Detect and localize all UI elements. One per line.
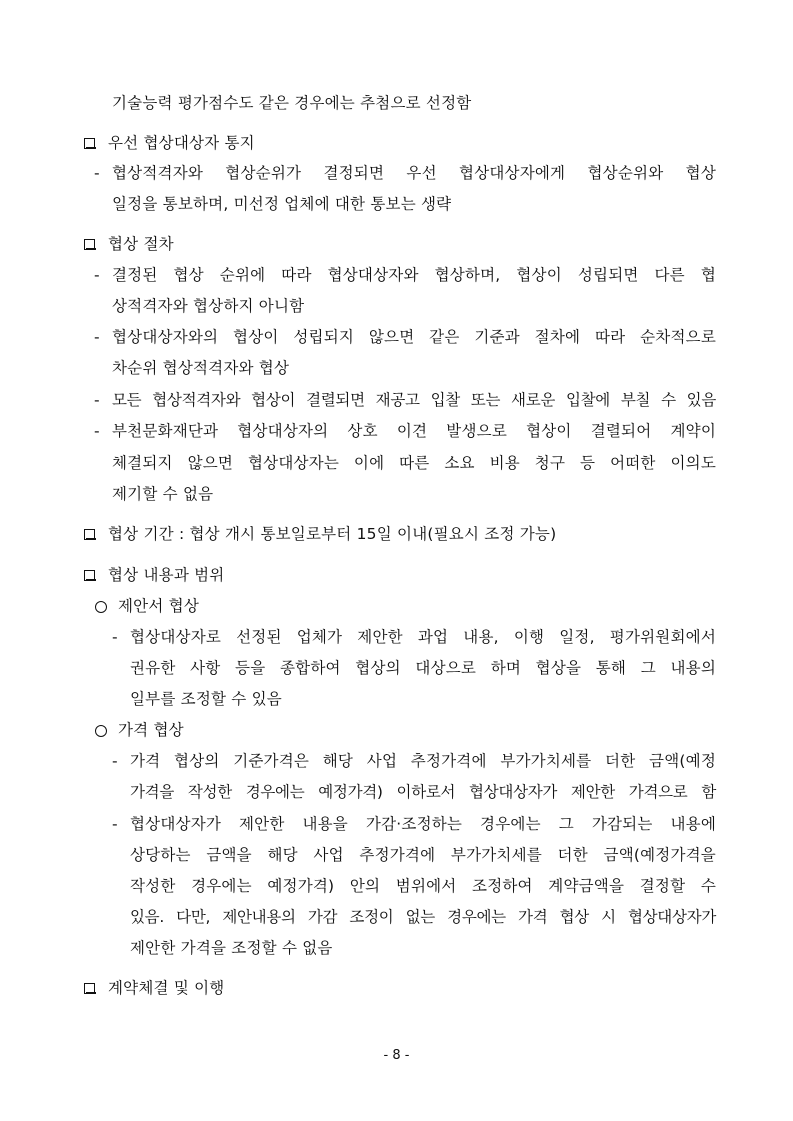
dash-bullet: - — [112, 752, 118, 770]
body-text: 일부를 조정할 수 있음 — [130, 690, 282, 708]
dash-bullet: - — [112, 628, 118, 646]
body-text: 가격을 작성한 경우에는 예정가격) 이하로서 협상대상자가 제안한 가격으로 함 — [130, 783, 716, 801]
section-heading: 우선 협상대상자 통지 — [108, 134, 255, 152]
body-text: 제기할 수 없음 — [112, 485, 214, 503]
section-heading: 계약체결 및 이행 — [108, 979, 225, 997]
body-text: 협상적격자와 협상순위가 결정되면 우선 협상대상자에게 협상순위와 협상 — [112, 164, 716, 182]
body-text: 작성한 경우에는 예정가격) 안의 범위에서 조정하여 계약금액을 결정할 수 — [130, 877, 716, 895]
body-text: 일정을 통보하며, 미선정 업체에 대한 통보는 생략 — [112, 195, 452, 213]
body-text: 협상대상자와의 협상이 성립되지 않으면 같은 기준과 절차에 따라 순차적으로 — [112, 328, 716, 346]
dash-bullet: - — [94, 164, 100, 182]
body-text: 가격 협상의 기준가격은 해당 사업 추정가격에 부가가치세를 더한 금액(예정 — [130, 752, 716, 770]
body-text: 모든 협상적격자와 협상이 결렬되면 재공고 입찰 또는 새로운 입찰에 부칠 수 있음 — [112, 391, 716, 409]
checkbox-bullet-icon — [84, 138, 95, 149]
dash-bullet: - — [94, 266, 100, 284]
dash-bullet: - — [112, 815, 118, 833]
checkbox-bullet-icon — [84, 983, 95, 994]
body-text: 상적격자와 협상하지 아니함 — [112, 297, 305, 315]
body-text: 있음. 다만, 제안내용의 가감 조정이 없는 경우에는 가격 협상 시 협상대상자가 — [130, 908, 716, 926]
checkbox-bullet-icon — [84, 239, 95, 250]
subsection-heading: 제안서 협상 — [118, 597, 199, 615]
checkbox-bullet-icon — [84, 529, 95, 540]
checkbox-bullet-icon — [84, 570, 95, 581]
body-text: 협상대상자로 선정된 업체가 제안한 과업 내용, 이행 일정, 평가위원회에서 — [130, 628, 716, 646]
body-text: 기술능력 평가점수도 같은 경우에는 추첨으로 선정함 — [112, 94, 472, 112]
body-text: 결정된 협상 순위에 따라 협상대상자와 협상하며, 협상이 성립되면 다른 협 — [112, 266, 716, 284]
body-text: 권유한 사항 등을 종합하여 협상의 대상으로 하며 협상을 통해 그 내용의 — [130, 659, 716, 677]
section-heading: 협상 절차 — [108, 235, 174, 253]
body-text: 협상대상자가 제안한 내용을 가감·조정하는 경우에는 그 가감되는 내용에 — [130, 815, 716, 833]
dash-bullet: - — [94, 422, 100, 440]
dash-bullet: - — [94, 328, 100, 346]
subsection-heading: 가격 협상 — [118, 721, 184, 739]
section-heading: 협상 내용과 범위 — [108, 566, 225, 584]
dash-bullet: - — [94, 391, 100, 409]
circle-bullet-icon — [95, 601, 107, 613]
body-text: 체결되지 않으면 협상대상자는 이에 따른 소요 비용 청구 등 어떠한 이의도 — [112, 454, 716, 472]
page-number: - 8 - — [383, 1048, 410, 1063]
section-heading: 협상 기간 : 협상 개시 통보일로부터 15일 이내(필요시 조정 가능) — [108, 525, 557, 543]
body-text: 차순위 협상적격자와 협상 — [112, 359, 290, 377]
body-text: 제안한 가격을 조정할 수 없음 — [130, 939, 333, 957]
circle-bullet-icon — [95, 725, 107, 737]
body-text: 부천문화재단과 협상대상자의 상호 이견 발생으로 협상이 결렬되어 계약이 — [112, 422, 716, 440]
body-text: 상당하는 금액을 해당 사업 추정가격에 부가가치세를 더한 금액(예정가격을 — [130, 846, 716, 864]
